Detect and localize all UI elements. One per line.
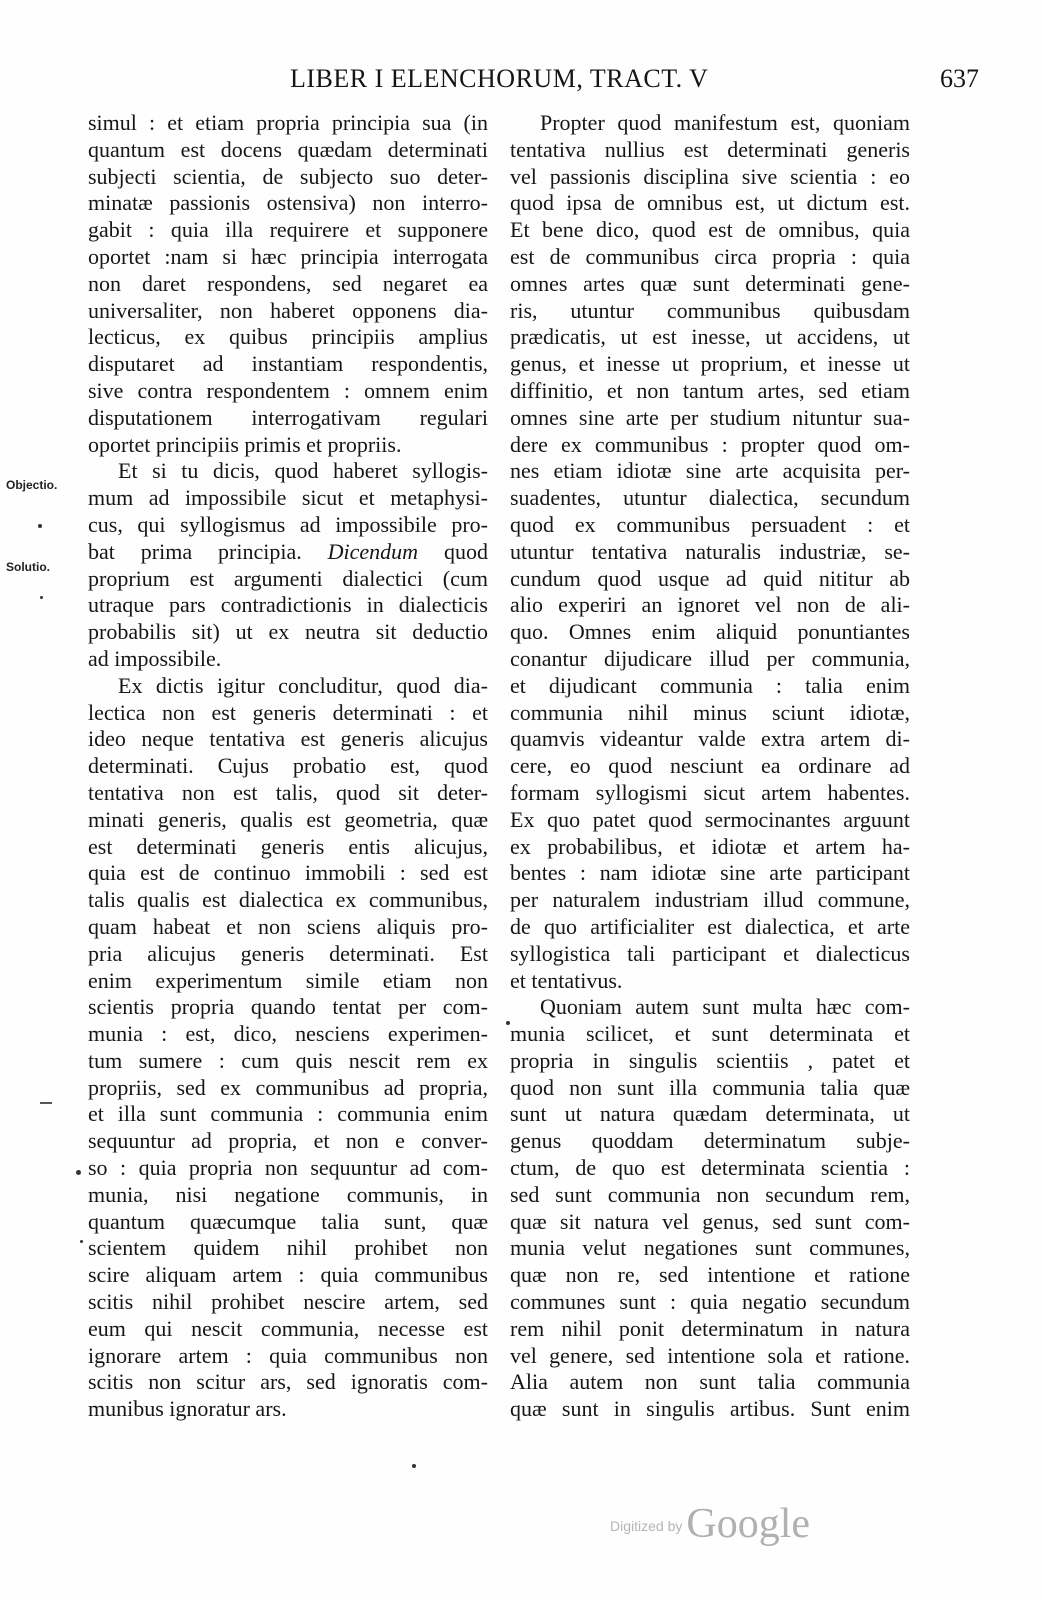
text-line: est de communibus circa propria : quia (510, 243, 910, 269)
text-line: suadentes, utuntur dialectica, secundum (510, 485, 910, 511)
running-title: LIBER I ELENCHORUM, TRACT. V (290, 64, 709, 93)
scan-speck (412, 1464, 416, 1468)
text-line: probabilis sit) ut ex neutra sit deductio (88, 619, 488, 645)
text-line: quod ex communibus persuadent : et (510, 511, 910, 537)
text-line: quantum est docens quædam determinati (88, 136, 488, 162)
text-line: propria in singulis scientiis , patet et (510, 1047, 910, 1073)
text-line: munibus ignoratur ars. (88, 1396, 287, 1422)
text-line: genus, et inesse ut proprium, et inesse ut (510, 351, 910, 377)
text-line: nes etiam idiotæ sine arte acquisita per- (510, 458, 910, 484)
text-line: prædicatis, ut est inesse, ut accidens, ut (510, 324, 910, 350)
text-line: et dijudicant communia : talia enim (510, 672, 910, 698)
text-line: quod non sunt illa communia talia quæ (510, 1074, 910, 1100)
text-line: non daret respondens, sed negaret ea (88, 270, 488, 296)
text-line: minati generis, qualis est geometria, quæ (88, 806, 488, 832)
digitized-by-text: Digitized by (610, 1518, 683, 1534)
text-line: quamvis videantur valde extra artem di- (510, 726, 910, 752)
text-line: munia velut negationes sunt communes, (510, 1235, 910, 1261)
text-line: ex probabilibus, et idiotæ et artem ha- (510, 833, 910, 859)
text-line: propriis, sed ex communibus ad propria, (88, 1074, 488, 1100)
google-logo: Google (686, 1501, 811, 1547)
text-line: Alia autem non sunt talia communia (510, 1369, 910, 1395)
text-line: est determinati generis entis alicujus, (88, 833, 488, 859)
text-line: ad impossibile. (88, 645, 222, 671)
text-line: syllogistica tali participant et dialecticus (510, 940, 910, 966)
text-line: subjecti scientia, de subjecto suo deter- (88, 163, 488, 189)
text-line: Ex quo patet quod sermocinantes arguunt (510, 806, 910, 832)
text-line: tentativa nullius est determinati generis (510, 136, 910, 162)
scan-speck (40, 596, 43, 599)
text-line: universaliter, non haberet opponens dia- (88, 297, 488, 323)
scan-speck (506, 1021, 510, 1025)
text-line: lecticus, ex quibus principiis amplius (88, 324, 488, 350)
text-line: sequuntur ad propria, et non e conver- (88, 1128, 488, 1154)
text-line: omnes sine arte per studium nituntur sua- (510, 404, 910, 430)
text-line: oportet :nam si hæc principia interrogata (88, 243, 488, 269)
text-line: utraque pars contradictionis in dialecticis (88, 592, 488, 618)
text-line: diffinitio, et non tantum artes, sed etiam (510, 377, 910, 403)
text-line: scitis nihil prohibet nescire artem, sed (88, 1289, 488, 1315)
text-line: Et bene dico, quod est de omnibus, quia (510, 217, 910, 243)
text-line: scitis non scitur ars, sed ignoratis com- (88, 1369, 488, 1395)
text-line: ideo neque tentativa est generis alicujus (88, 726, 488, 752)
text-line: sunt ut natura quædam determinata, ut (510, 1101, 910, 1127)
text-line: ctum, de quo est determinata scientia : (510, 1155, 910, 1181)
text-line: quo. Omnes enim aliquid ponuntiantes (510, 619, 910, 645)
text-line: quæ non re, sed intentione et ratione (510, 1262, 910, 1288)
text-line: communia nihil minus sciunt idiotæ, (510, 699, 910, 725)
text-line: de quo artificialiter est dialectica, et arte (510, 913, 910, 939)
text-line: quod ipsa de omnibus est, ut dictum est. (510, 190, 910, 216)
text-line: rem nihil ponit determinatum in natura (510, 1315, 910, 1341)
text-line: alio experiri an ignoret vel non de ali- (510, 592, 910, 618)
text-line: lectica non est generis determinati : et (88, 699, 488, 725)
text-line: enim experimentum simile etiam non (88, 967, 488, 993)
left-column (88, 110, 488, 1423)
text-line: Quoniam autem sunt multa hæc com- (540, 994, 910, 1020)
text-line: vel passionis disciplina sive scientia : eo (510, 163, 910, 189)
text-line: Et si tu dicis, quod haberet syllogis- (118, 458, 488, 484)
text-line: eum qui nescit communia, necesse est (88, 1315, 488, 1341)
text-line: minatæ passionis ostensiva) non interro- (88, 190, 488, 216)
text-line: quia est de continuo immobili : sed est (88, 860, 488, 886)
right-column (510, 110, 910, 1423)
text-line: disputationem interrogativam regulari (88, 404, 488, 430)
text-line: determinati. Cujus probatio est, quod (88, 753, 488, 779)
text-line: gabit : quia illa requirere et supponere (88, 217, 488, 243)
text-line: scire aliquam artem : quia communibus (88, 1262, 488, 1288)
margin-note-solutio: Solutio. (6, 560, 50, 574)
text-line: quæ sunt in singulis artibus. Sunt enim (510, 1396, 910, 1422)
text-line: conantur dijudicare illud per communia, (510, 645, 910, 671)
text-line: et tentativus. (510, 967, 623, 993)
text-line: scientis propria quando tentat per com- (88, 994, 488, 1020)
text-fragment: quod (444, 538, 488, 564)
text-line: ris, utuntur communibus quibusdam (510, 297, 910, 323)
text-line: genus quoddam determinatum subje- (510, 1128, 910, 1154)
text-line: munia scilicet, et sunt determinata et (510, 1021, 910, 1047)
text-line: quam habeat et non sciens aliquis pro- (88, 913, 488, 939)
text-line: quantum quæcumque talia sunt, quæ (88, 1208, 488, 1234)
scan-speck (80, 1240, 83, 1243)
text-line: cus, qui syllogismus ad impossibile pro- (88, 511, 488, 537)
text-line: dere ex communibus : propter quod om- (510, 431, 910, 457)
text-line: tentativa non est talis, quod sit deter- (88, 779, 488, 805)
text-line: talis qualis est dialectica ex communibus, (88, 887, 488, 913)
text-line: disputaret ad instantiam respondentis, (88, 351, 488, 377)
text-line: simul : et etiam propria principia sua (in (88, 110, 488, 135)
text-line: communes sunt : quia negatio secundum (510, 1289, 910, 1315)
scan-dash (40, 1102, 52, 1104)
text-line: so : quia propria non sequuntur ad com- (88, 1155, 488, 1181)
page-header (0, 62, 1042, 102)
text-line: pria alicujus generis determinati. Est (88, 940, 488, 966)
margin-note-objectio: Objectio. (6, 478, 58, 492)
google-watermark (610, 1500, 810, 1550)
text-fragment: bat prima principia. (88, 538, 302, 564)
text-line: munia, nisi negatione communis, in (88, 1181, 488, 1207)
text-line: cere, eo quod nesciunt ea ordinare ad (510, 753, 910, 779)
page-number: 637 (940, 64, 979, 93)
text-line: omnes artes quæ sunt determinati gene- (510, 270, 910, 296)
text-line-with-emphasis (88, 539, 488, 566)
text-line: formam syllogismi sicut artem habentes. (510, 779, 910, 805)
text-line: vel genere, sed intentione sola et ratione. (510, 1342, 910, 1368)
text-line: Propter quod manifestum est, quoniam (540, 110, 910, 135)
text-line: sed sunt communia non secundum rem, (510, 1181, 910, 1207)
text-line: quæ sit natura vel genus, sed sunt com- (510, 1208, 910, 1234)
text-line: Ex dictis igitur concluditur, quod dia- (118, 672, 488, 698)
text-line: scientem quidem nihil prohibet non (88, 1235, 488, 1261)
text-line: cundum quod usque ad quid nititur ab (510, 565, 910, 591)
text-line: utuntur tentativa naturalis industriæ, se- (510, 538, 910, 564)
text-line: bentes : nam idiotæ sine arte participant (510, 860, 910, 886)
text-line: mum ad impossibile sicut et metaphysi- (88, 485, 488, 511)
text-line: oportet principiis primis et propriis. (88, 431, 402, 457)
text-line: sive contra respondentem : omnem enim (88, 377, 488, 403)
text-line: ignorare artem : quia communibus non (88, 1342, 488, 1368)
text-line: et illa sunt communia : communia enim (88, 1101, 488, 1127)
scan-speck (38, 524, 42, 528)
text-line: tum sumere : cum quis nescit rem ex (88, 1047, 488, 1073)
text-line: proprium est argumenti dialectici (cum (88, 565, 488, 591)
text-line: munia : est, dico, nesciens experimen- (88, 1021, 488, 1047)
scan-speck (76, 1170, 81, 1175)
text-line: per naturalem industriam illud commune, (510, 887, 910, 913)
emphasized-word: Dicendum (327, 538, 419, 564)
